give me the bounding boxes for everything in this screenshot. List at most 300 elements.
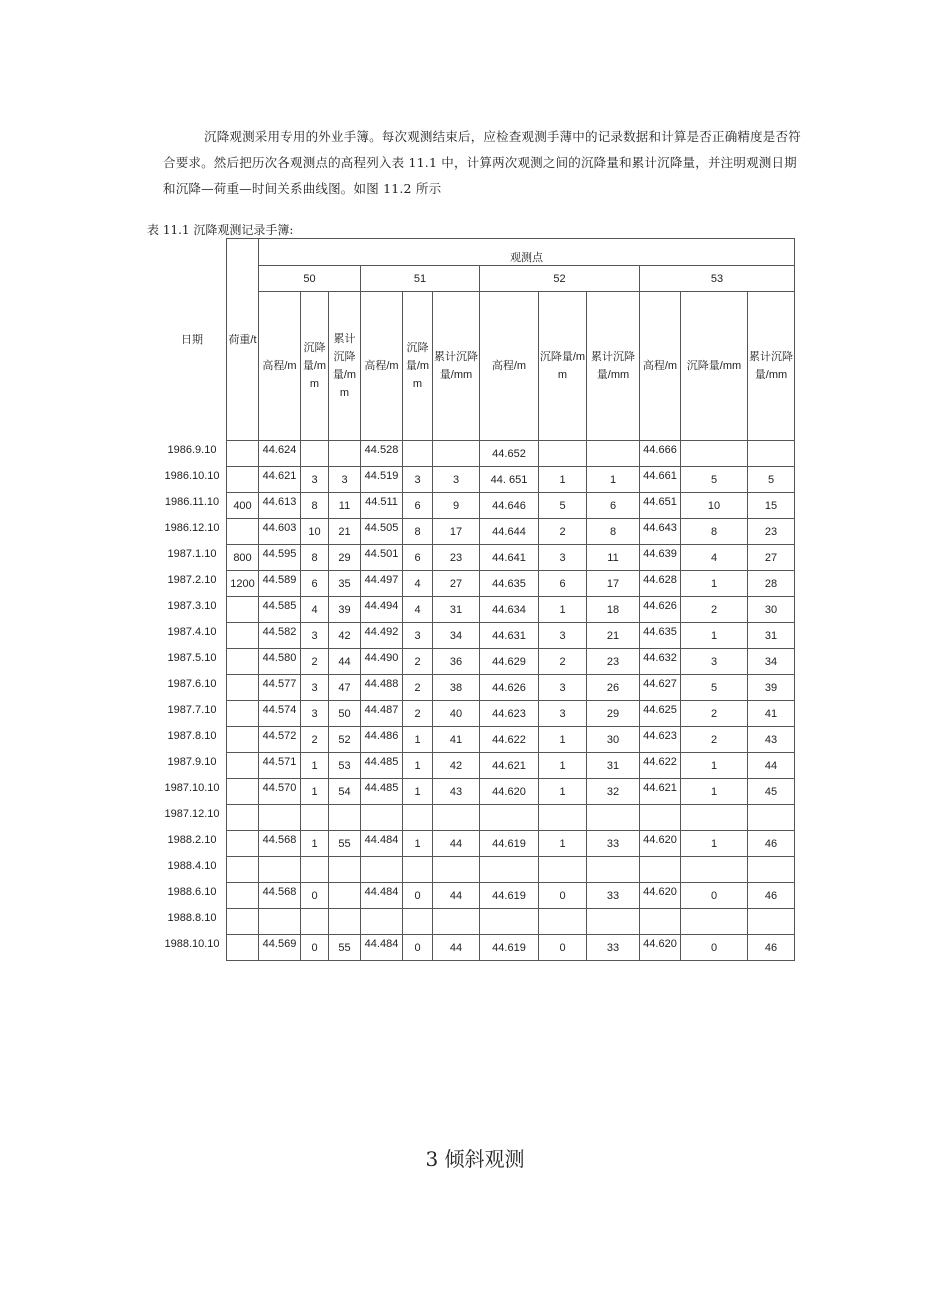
cell-cum-53 <box>748 441 795 467</box>
cell-cum-52: 32 <box>587 779 640 805</box>
cell-cum-53: 46 <box>748 831 795 857</box>
header-elevation: 高程/m <box>361 292 403 441</box>
cell-date: 1987.5.10 <box>158 649 227 675</box>
cell-elev-51: 44.488 <box>361 675 403 701</box>
cell-settle-50: 2 <box>301 727 329 753</box>
cell-cum-51: 41 <box>433 727 480 753</box>
cell-settle-51 <box>403 441 433 467</box>
table-row <box>158 545 795 571</box>
cell-elev-50: 44.582 <box>259 623 301 649</box>
cell-elev-52: 44.646 <box>480 493 539 519</box>
header-date: 日期 <box>158 239 227 441</box>
cell-load: 800 <box>227 545 259 571</box>
cell-load <box>227 597 259 623</box>
cell-cum-50 <box>329 441 361 467</box>
table-row <box>158 519 795 545</box>
cell-settle-53: 1 <box>681 831 748 857</box>
cell-load <box>227 623 259 649</box>
cell-load <box>227 753 259 779</box>
cell-elev-53: 44.620 <box>640 935 681 961</box>
cell-date: 1987.10.10 <box>158 779 227 805</box>
cell-settle-53: 0 <box>681 935 748 961</box>
cell-elev-51: 44.485 <box>361 779 403 805</box>
cell-elev-52: 44.619 <box>480 831 539 857</box>
section-heading: 3 倾斜观测 <box>425 1147 525 1171</box>
header-settlement: 沉降量/mm <box>301 292 329 441</box>
cell-elev-52: 44.631 <box>480 623 539 649</box>
cell-cum-50: 54 <box>329 779 361 805</box>
cell-settle-50: 1 <box>301 831 329 857</box>
cell-date: 1987.8.10 <box>158 727 227 753</box>
cell-settle-50: 8 <box>301 493 329 519</box>
cell-settle-52: 1 <box>539 779 587 805</box>
cell-load: 400 <box>227 493 259 519</box>
cell-elev-52 <box>480 909 539 935</box>
cell-settle-52: 6 <box>539 571 587 597</box>
cell-cum-53: 43 <box>748 727 795 753</box>
cell-cum-50: 44 <box>329 649 361 675</box>
header-point-51: 51 <box>361 266 480 292</box>
cell-elev-50 <box>259 805 301 831</box>
cell-settle-50: 4 <box>301 597 329 623</box>
cell-cum-50: 50 <box>329 701 361 727</box>
cell-elev-51: 44.505 <box>361 519 403 545</box>
cell-elev-53: 44.628 <box>640 571 681 597</box>
cell-elev-52 <box>480 805 539 831</box>
header-settlement: 沉降量/mm <box>681 292 748 441</box>
cell-cum-53 <box>748 805 795 831</box>
cell-elev-53: 44.626 <box>640 597 681 623</box>
cell-settle-52: 5 <box>539 493 587 519</box>
cell-settle-53: 2 <box>681 701 748 727</box>
cell-settle-50: 3 <box>301 467 329 493</box>
cell-elev-51: 44.484 <box>361 935 403 961</box>
cell-elev-51: 44.486 <box>361 727 403 753</box>
cell-settle-51 <box>403 857 433 883</box>
cell-cum-50: 53 <box>329 753 361 779</box>
cell-settle-51: 4 <box>403 597 433 623</box>
cell-cum-53: 45 <box>748 779 795 805</box>
cell-elev-51: 44.497 <box>361 571 403 597</box>
cell-cum-50 <box>329 805 361 831</box>
cell-settle-50: 0 <box>301 935 329 961</box>
cell-settle-52: 3 <box>539 701 587 727</box>
cell-cum-52: 6 <box>587 493 640 519</box>
cell-elev-53: 44.623 <box>640 727 681 753</box>
cell-cum-52: 31 <box>587 753 640 779</box>
cell-settle-53: 3 <box>681 649 748 675</box>
cell-settle-52: 1 <box>539 597 587 623</box>
cell-cum-51 <box>433 857 480 883</box>
cell-settle-50: 3 <box>301 701 329 727</box>
cell-elev-53 <box>640 857 681 883</box>
cell-cum-50: 21 <box>329 519 361 545</box>
table-row <box>158 649 795 675</box>
cell-settle-53: 10 <box>681 493 748 519</box>
cell-load <box>227 441 259 467</box>
cell-date: 1987.12.10 <box>158 805 227 831</box>
cell-elev-53: 44.620 <box>640 831 681 857</box>
cell-elev-50: 44.580 <box>259 649 301 675</box>
cell-cum-51: 44 <box>433 935 480 961</box>
cell-settle-51: 0 <box>403 935 433 961</box>
cell-elev-53: 44.625 <box>640 701 681 727</box>
cell-cum-52: 33 <box>587 831 640 857</box>
cell-elev-52: 44.619 <box>480 935 539 961</box>
cell-elev-51 <box>361 909 403 935</box>
header-observation-points: 观测点 <box>259 239 795 266</box>
cell-settle-51: 2 <box>403 701 433 727</box>
cell-elev-51: 44.511 <box>361 493 403 519</box>
cell-cum-52: 18 <box>587 597 640 623</box>
cell-elev-52: 44.626 <box>480 675 539 701</box>
cell-settle-53: 0 <box>681 883 748 909</box>
header-cumulative: 累计沉降量/mm <box>433 292 480 441</box>
cell-cum-52 <box>587 909 640 935</box>
cell-cum-50: 55 <box>329 935 361 961</box>
cell-date: 1987.4.10 <box>158 623 227 649</box>
cell-elev-50 <box>259 909 301 935</box>
cell-settle-53: 8 <box>681 519 748 545</box>
cell-load <box>227 467 259 493</box>
cell-elev-52: 44.619 <box>480 883 539 909</box>
cell-cum-52: 21 <box>587 623 640 649</box>
cell-elev-50: 44.572 <box>259 727 301 753</box>
cell-settle-52: 3 <box>539 623 587 649</box>
cell-settle-51: 1 <box>403 831 433 857</box>
cell-load <box>227 701 259 727</box>
cell-settle-53 <box>681 441 748 467</box>
table-row <box>158 597 795 623</box>
cell-elev-53: 44.643 <box>640 519 681 545</box>
cell-elev-51: 44.484 <box>361 831 403 857</box>
cell-load <box>227 649 259 675</box>
table-body <box>158 441 795 961</box>
cell-cum-52: 29 <box>587 701 640 727</box>
cell-cum-53: 28 <box>748 571 795 597</box>
cell-settle-51: 3 <box>403 623 433 649</box>
header-settlement: 沉降量/mm <box>539 292 587 441</box>
cell-cum-51 <box>433 909 480 935</box>
cell-settle-51: 1 <box>403 779 433 805</box>
cell-settle-51: 6 <box>403 545 433 571</box>
cell-elev-52: 44. 651 <box>480 467 539 493</box>
cell-settle-52 <box>539 441 587 467</box>
cell-elev-53: 44.627 <box>640 675 681 701</box>
header-point-52: 52 <box>480 266 640 292</box>
table-row <box>158 467 795 493</box>
cell-settle-50: 3 <box>301 623 329 649</box>
cell-cum-53: 27 <box>748 545 795 571</box>
table-row <box>158 493 795 519</box>
table-header <box>158 239 795 441</box>
cell-settle-50: 3 <box>301 675 329 701</box>
cell-settle-52: 3 <box>539 545 587 571</box>
cell-elev-50: 44.621 <box>259 467 301 493</box>
cell-settle-53: 4 <box>681 545 748 571</box>
cell-elev-53: 44.639 <box>640 545 681 571</box>
cell-cum-51: 44 <box>433 883 480 909</box>
header-settlement: 沉降量/mm <box>403 292 433 441</box>
header-elevation: 高程/m <box>640 292 681 441</box>
cell-elev-52: 44.629 <box>480 649 539 675</box>
cell-settle-53: 5 <box>681 467 748 493</box>
cell-cum-51: 43 <box>433 779 480 805</box>
table-row <box>158 883 795 909</box>
cell-settle-53: 2 <box>681 597 748 623</box>
header-cumulative: 累计沉降量/mm <box>329 292 361 441</box>
cell-elev-53 <box>640 805 681 831</box>
cell-cum-53: 44 <box>748 753 795 779</box>
cell-settle-50 <box>301 805 329 831</box>
cell-cum-50 <box>329 883 361 909</box>
cell-elev-52: 44.634 <box>480 597 539 623</box>
cell-cum-51 <box>433 441 480 467</box>
cell-load <box>227 831 259 857</box>
cell-load: 1200 <box>227 571 259 597</box>
header-load: 荷重/t <box>227 239 259 441</box>
cell-settle-52 <box>539 857 587 883</box>
cell-cum-51: 31 <box>433 597 480 623</box>
cell-elev-52: 44.620 <box>480 779 539 805</box>
cell-elev-53: 44.621 <box>640 779 681 805</box>
cell-settle-52: 0 <box>539 883 587 909</box>
cell-settle-50: 1 <box>301 753 329 779</box>
cell-cum-52: 33 <box>587 883 640 909</box>
cell-elev-51 <box>361 857 403 883</box>
cell-cum-52: 8 <box>587 519 640 545</box>
cell-elev-52: 44.652 <box>480 441 539 467</box>
cell-settle-51 <box>403 909 433 935</box>
cell-settle-50 <box>301 909 329 935</box>
cell-cum-50 <box>329 857 361 883</box>
cell-date: 1987.1.10 <box>158 545 227 571</box>
cell-elev-50 <box>259 857 301 883</box>
cell-elev-50: 44.574 <box>259 701 301 727</box>
table-row <box>158 727 795 753</box>
cell-cum-51: 3 <box>433 467 480 493</box>
cell-load <box>227 675 259 701</box>
cell-cum-50: 52 <box>329 727 361 753</box>
cell-elev-51: 44.494 <box>361 597 403 623</box>
cell-date: 1987.3.10 <box>158 597 227 623</box>
cell-date: 1988.10.10 <box>158 935 227 961</box>
table-row <box>158 701 795 727</box>
cell-cum-52 <box>587 805 640 831</box>
cell-cum-53: 31 <box>748 623 795 649</box>
cell-elev-50: 44.570 <box>259 779 301 805</box>
cell-elev-53: 44.632 <box>640 649 681 675</box>
cell-elev-53: 44.661 <box>640 467 681 493</box>
cell-settle-53: 1 <box>681 779 748 805</box>
cell-settle-50: 10 <box>301 519 329 545</box>
cell-cum-50: 42 <box>329 623 361 649</box>
header-elevation: 高程/m <box>259 292 301 441</box>
cell-settle-51 <box>403 805 433 831</box>
cell-settle-53 <box>681 805 748 831</box>
cell-cum-53: 23 <box>748 519 795 545</box>
cell-cum-52: 33 <box>587 935 640 961</box>
cell-elev-50: 44.577 <box>259 675 301 701</box>
cell-settle-52: 1 <box>539 831 587 857</box>
cell-load <box>227 909 259 935</box>
cell-date: 1986.12.10 <box>158 519 227 545</box>
table-row <box>158 831 795 857</box>
cell-elev-53 <box>640 909 681 935</box>
cell-elev-51: 44.528 <box>361 441 403 467</box>
cell-date: 1987.7.10 <box>158 701 227 727</box>
cell-cum-51: 27 <box>433 571 480 597</box>
cell-cum-53: 46 <box>748 935 795 961</box>
cell-cum-50: 47 <box>329 675 361 701</box>
table-row <box>158 857 795 883</box>
cell-settle-51: 6 <box>403 493 433 519</box>
cell-settle-51: 2 <box>403 675 433 701</box>
cell-cum-51 <box>433 805 480 831</box>
cell-cum-52: 23 <box>587 649 640 675</box>
cell-elev-50: 44.585 <box>259 597 301 623</box>
cell-elev-53: 44.666 <box>640 441 681 467</box>
cell-cum-51: 44 <box>433 831 480 857</box>
cell-cum-50: 3 <box>329 467 361 493</box>
table-row <box>158 675 795 701</box>
cell-cum-52: 11 <box>587 545 640 571</box>
cell-settle-52 <box>539 909 587 935</box>
cell-elev-50: 44.589 <box>259 571 301 597</box>
cell-cum-51: 9 <box>433 493 480 519</box>
cell-load <box>227 857 259 883</box>
table-row <box>158 571 795 597</box>
cell-date: 1988.2.10 <box>158 831 227 857</box>
cell-settle-51: 3 <box>403 467 433 493</box>
cell-cum-53 <box>748 857 795 883</box>
cell-elev-52: 44.622 <box>480 727 539 753</box>
cell-date: 1987.2.10 <box>158 571 227 597</box>
cell-cum-50 <box>329 909 361 935</box>
cell-elev-50: 44.595 <box>259 545 301 571</box>
cell-cum-53: 46 <box>748 883 795 909</box>
cell-cum-51: 36 <box>433 649 480 675</box>
cell-settle-52: 1 <box>539 467 587 493</box>
cell-date: 1988.6.10 <box>158 883 227 909</box>
header-point-53: 53 <box>640 266 795 292</box>
table-row <box>158 805 795 831</box>
table-caption: 表 11.1 沉降观测记录手簿: <box>147 223 294 237</box>
cell-cum-53: 39 <box>748 675 795 701</box>
cell-settle-51: 4 <box>403 571 433 597</box>
cell-cum-52: 17 <box>587 571 640 597</box>
table-row <box>158 935 795 961</box>
cell-settle-52: 0 <box>539 935 587 961</box>
cell-elev-52: 44.635 <box>480 571 539 597</box>
cell-elev-51: 44.487 <box>361 701 403 727</box>
cell-settle-53 <box>681 857 748 883</box>
cell-settle-52: 1 <box>539 727 587 753</box>
header-cumulative: 累计沉降量/mm <box>748 292 795 441</box>
cell-date: 1987.9.10 <box>158 753 227 779</box>
cell-date: 1986.11.10 <box>158 493 227 519</box>
cell-cum-51: 23 <box>433 545 480 571</box>
intro-paragraph: 沉降观测采用专用的外业手簿。每次观测结束后，应检查观测手薄中的记录数据和计算是否正确精度是否符合要求。然后把历次各观测点的高程列入表 11.1 中，计算两次观测之间的沉降量和累计沉降量，并注明观测日期和沉降—荷重—时间关系曲线图。如图 11.2 所示 <box>163 128 801 196</box>
cell-settle-51: 8 <box>403 519 433 545</box>
cell-cum-53: 5 <box>748 467 795 493</box>
cell-cum-53: 15 <box>748 493 795 519</box>
cell-settle-53 <box>681 909 748 935</box>
cell-elev-53: 44.635 <box>640 623 681 649</box>
cell-elev-51 <box>361 805 403 831</box>
cell-cum-52 <box>587 441 640 467</box>
cell-load <box>227 883 259 909</box>
header-cumulative: 累计沉降量/mm <box>587 292 640 441</box>
cell-settle-50: 2 <box>301 649 329 675</box>
cell-elev-50: 44.624 <box>259 441 301 467</box>
cell-settle-51: 2 <box>403 649 433 675</box>
cell-cum-52: 26 <box>587 675 640 701</box>
cell-cum-50: 35 <box>329 571 361 597</box>
cell-elev-51: 44.490 <box>361 649 403 675</box>
cell-date: 1986.9.10 <box>158 441 227 467</box>
cell-elev-50: 44.571 <box>259 753 301 779</box>
cell-elev-51: 44.485 <box>361 753 403 779</box>
cell-elev-52: 44.641 <box>480 545 539 571</box>
cell-settle-53: 1 <box>681 623 748 649</box>
cell-elev-53: 44.651 <box>640 493 681 519</box>
cell-settle-51: 0 <box>403 883 433 909</box>
cell-settle-50 <box>301 857 329 883</box>
cell-cum-52 <box>587 857 640 883</box>
cell-elev-50: 44.603 <box>259 519 301 545</box>
cell-settle-52: 1 <box>539 753 587 779</box>
cell-date: 1988.4.10 <box>158 857 227 883</box>
cell-cum-51: 17 <box>433 519 480 545</box>
cell-elev-51: 44.484 <box>361 883 403 909</box>
cell-load <box>227 805 259 831</box>
cell-date: 1986.10.10 <box>158 467 227 493</box>
cell-elev-52: 44.621 <box>480 753 539 779</box>
cell-settle-51: 1 <box>403 727 433 753</box>
cell-elev-50: 44.569 <box>259 935 301 961</box>
cell-settle-50: 6 <box>301 571 329 597</box>
cell-settle-53: 5 <box>681 675 748 701</box>
cell-cum-51: 42 <box>433 753 480 779</box>
cell-elev-51: 44.519 <box>361 467 403 493</box>
cell-load <box>227 935 259 961</box>
cell-settle-52: 2 <box>539 649 587 675</box>
cell-settle-50: 1 <box>301 779 329 805</box>
cell-settle-52: 2 <box>539 519 587 545</box>
table-row <box>158 779 795 805</box>
cell-settle-53: 2 <box>681 727 748 753</box>
cell-elev-53: 44.622 <box>640 753 681 779</box>
cell-settle-50: 8 <box>301 545 329 571</box>
cell-settle-53: 1 <box>681 571 748 597</box>
cell-settle-52: 3 <box>539 675 587 701</box>
table-row <box>158 441 795 467</box>
cell-elev-51: 44.492 <box>361 623 403 649</box>
cell-cum-50: 11 <box>329 493 361 519</box>
cell-date: 1987.6.10 <box>158 675 227 701</box>
cell-settle-53: 1 <box>681 753 748 779</box>
cell-cum-51: 38 <box>433 675 480 701</box>
cell-cum-51: 40 <box>433 701 480 727</box>
table-row <box>158 909 795 935</box>
header-point-50: 50 <box>259 266 361 292</box>
cell-load <box>227 519 259 545</box>
cell-settle-52 <box>539 805 587 831</box>
cell-elev-50: 44.568 <box>259 831 301 857</box>
cell-settle-50 <box>301 441 329 467</box>
cell-settle-51: 1 <box>403 753 433 779</box>
